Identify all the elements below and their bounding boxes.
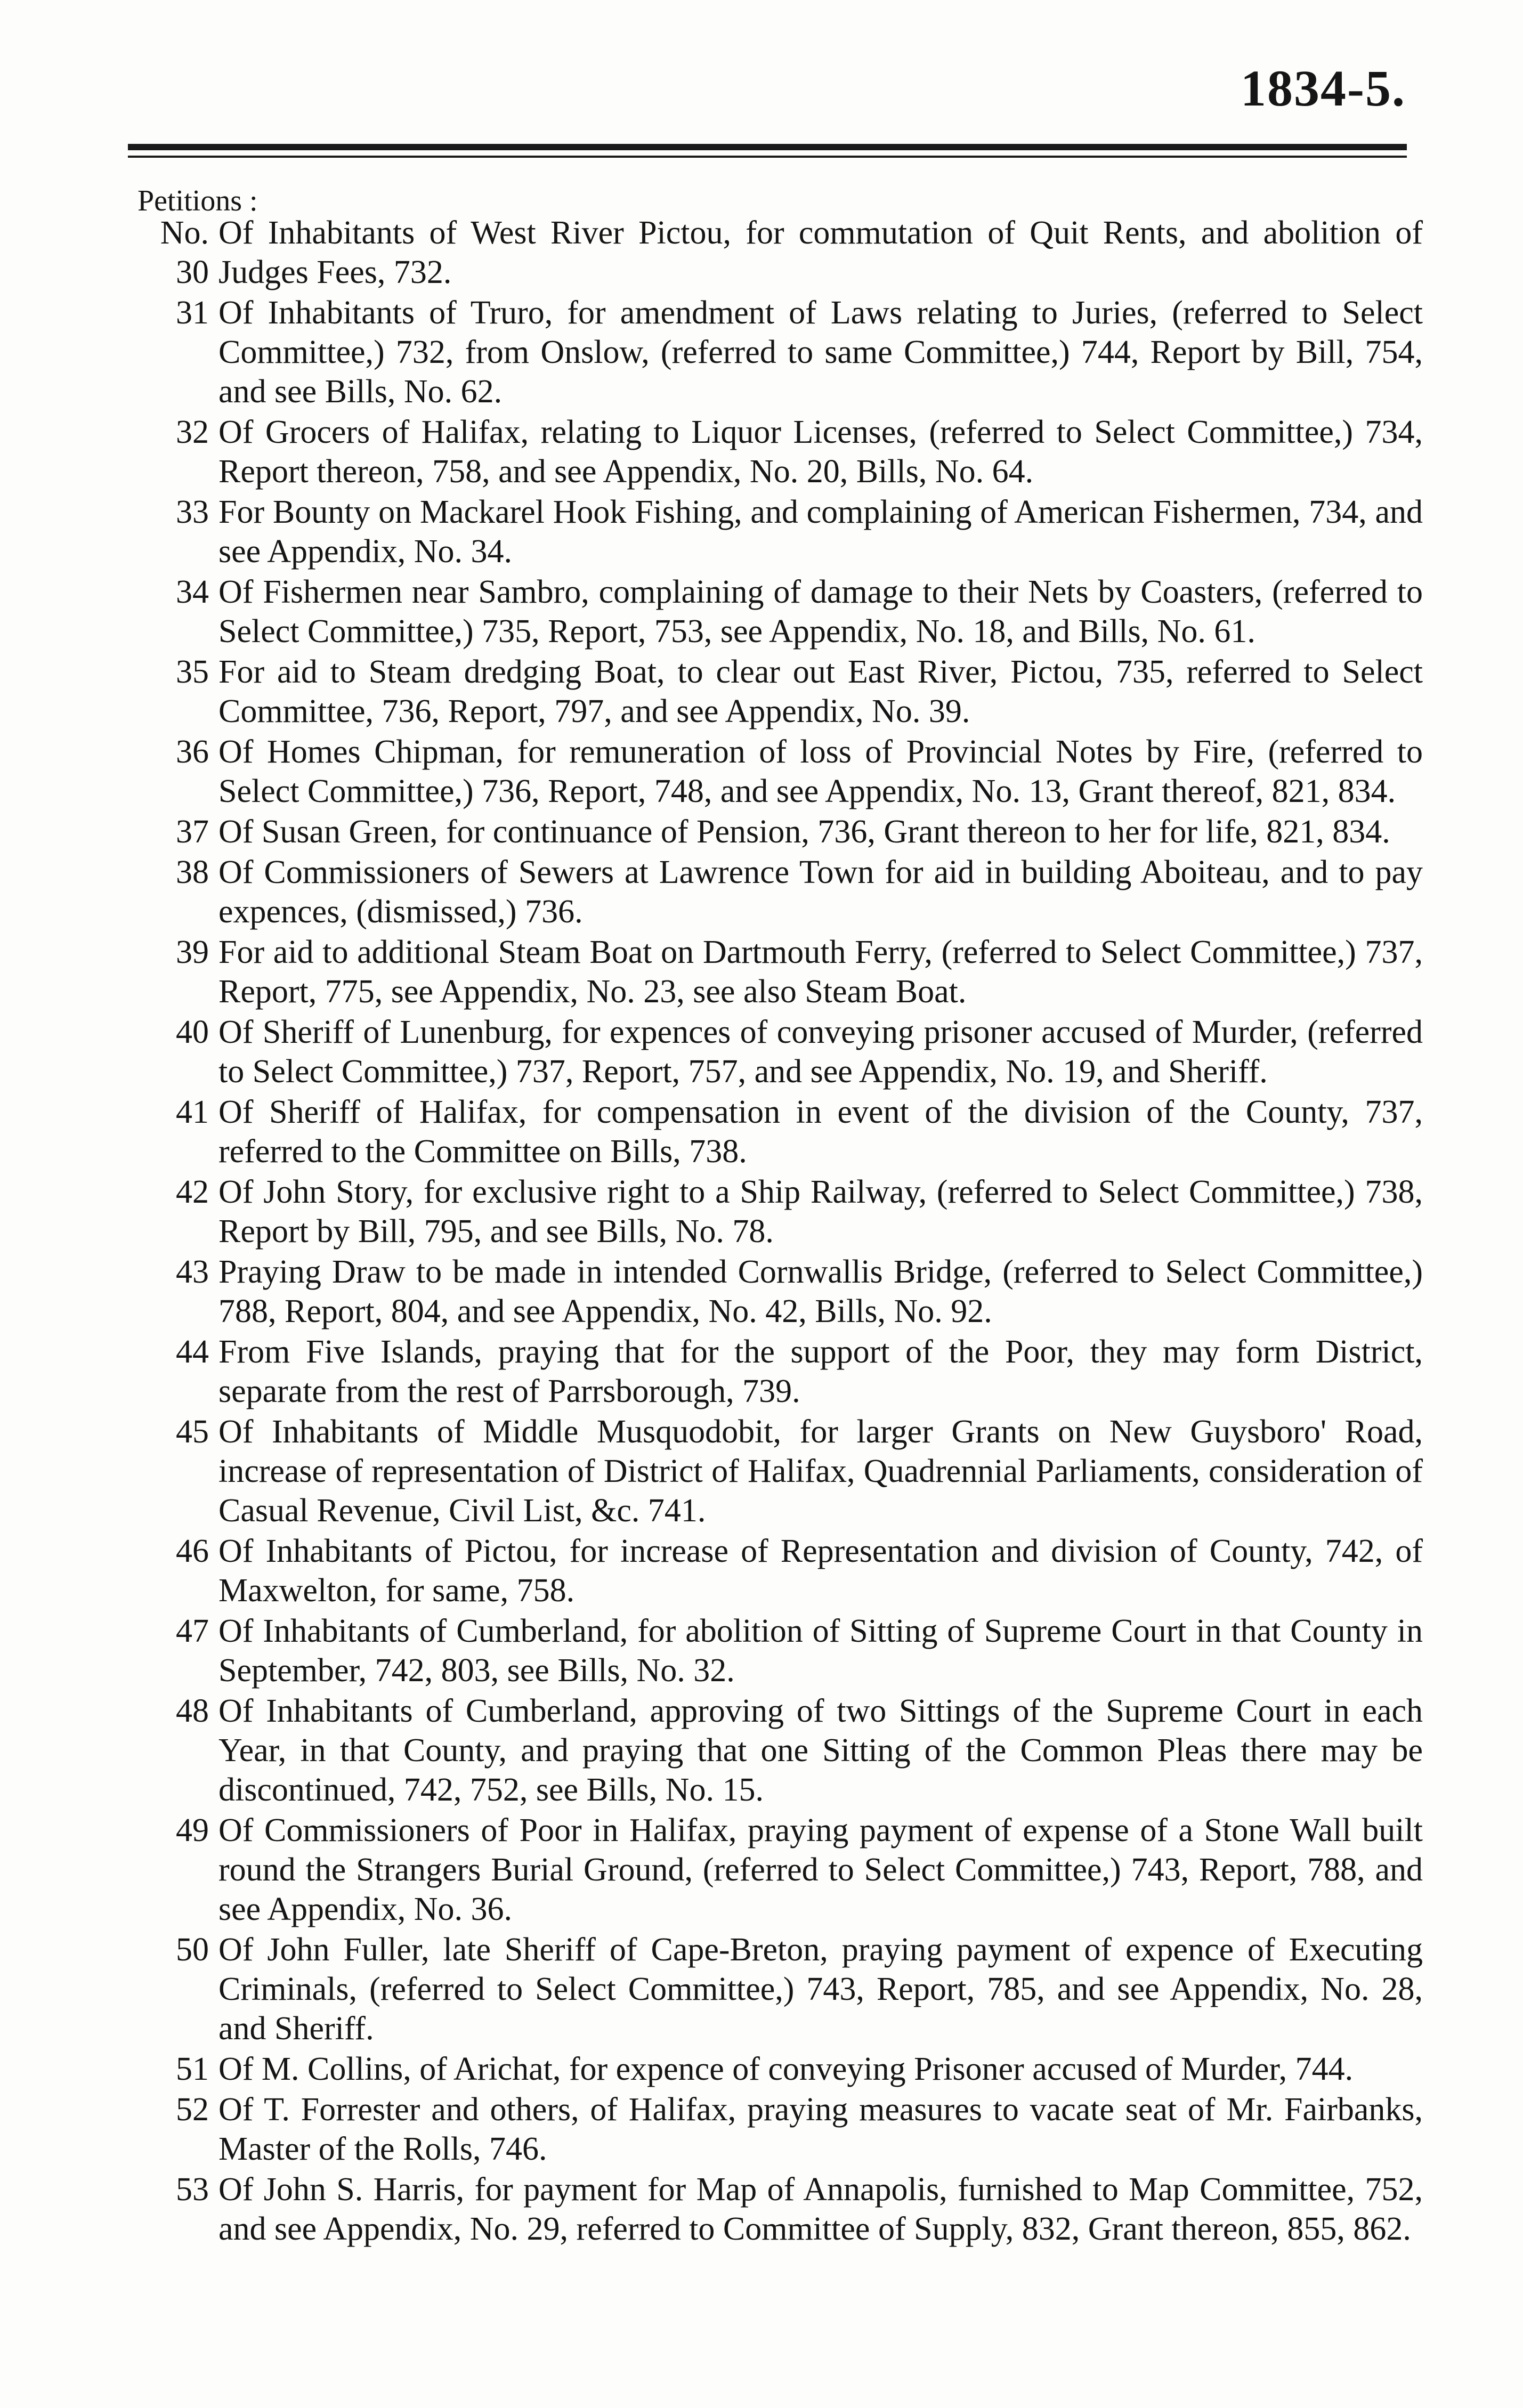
petition-entry	[123, 572, 1423, 651]
petition-text: Of Inhabitants of West River Pictou, for commutation of Quit Rents, and abolition of Judges Fees, 732.	[218, 215, 1423, 290]
petition-text: Of Inhabitants of Cumberland, for abolition of Sitting of Supreme Court in that County in September, 742, 803, see Bills, No. 32.	[218, 1613, 1423, 1689]
petition-entry	[123, 812, 1423, 852]
page-year-header: 1834-5.	[1241, 60, 1406, 117]
petition-entry	[123, 1531, 1423, 1610]
petition-entry	[123, 1611, 1423, 1690]
petition-text: Of John Story, for exclusive right to a Ship Railway, (referred to Select Committee,) 738, Report by Bill, 795, and see Bills, No. 78.	[218, 1174, 1423, 1250]
petition-text: For Bounty on Mackarel Hook Fishing, and complaining of American Fishermen, 734, and see Appendix, No. 34.	[218, 494, 1423, 570]
header-rule-thin	[128, 156, 1407, 158]
petition-text: Of T. Forrester and others, of Halifax, praying measures to vacate seat of Mr. Fairbanks, Master of the Rolls, 746.	[218, 2091, 1423, 2167]
petition-entry	[123, 2090, 1423, 2169]
petition-entry	[123, 1092, 1423, 1171]
petition-text: Of John Fuller, late Sheriff of Cape-Breton, praying payment of expence of Executing Criminals, (referred to Select Committee,) 743, Report, 785, and see Appendix, No. 28, and Sheriff.	[218, 1932, 1423, 2047]
petition-text: Of Fishermen near Sambro, complaining of damage to their Nets by Coasters, (referred to Select Committee,) 735, Report, 753, see Appendix, No. 18, and Bills, No. 61.	[218, 574, 1423, 650]
header-rule-thick	[128, 144, 1407, 150]
petition-number: 32	[176, 414, 209, 450]
petition-text: Of Susan Green, for continuance of Pension, 736, Grant thereon to her for life, 821, 834.	[218, 814, 1390, 850]
petition-text: Praying Draw to be made in intended Cornwallis Bridge, (referred to Select Committee,) 788, Report, 804, and see Appendix, No. 42, Bills, No. 92.	[218, 1254, 1423, 1329]
petition-entry	[123, 1012, 1423, 1091]
petition-number: 41	[176, 1094, 209, 1130]
petition-text: Of Grocers of Halifax, relating to Liquor Licenses, (referred to Select Committee,) 734, Report thereon, 758, and see Appendix, No. 20, Bills, No. 64.	[218, 414, 1423, 490]
petition-text: From Five Islands, praying that for the support of the Poor, they may form District, separate from the rest of Parrsborough, 739.	[218, 1334, 1423, 1409]
petition-entry	[123, 1691, 1423, 1810]
petition-text: Of Sheriff of Halifax, for compensation in event of the division of the County, 737, referred to the Committee on Bills, 738.	[218, 1094, 1423, 1170]
petition-number: 44	[176, 1334, 209, 1370]
petition-number: 38	[176, 854, 209, 890]
petition-number: 36	[176, 734, 209, 770]
section-title: Petitions :	[137, 184, 258, 217]
petition-text: Of Inhabitants of Cumberland, approving of two Sittings of the Supreme Court in each Year, in that County, and praying that one Sitting of the Common Pleas there may be discontinued, 742, 752, see Bills, No. 15.	[218, 1693, 1423, 1808]
petition-text: Of Sheriff of Lunenburg, for expences of conveying prisoner accused of Murder, (referred to Select Committee,) 737, Report, 757, and see Appendix, No. 19, and Sheriff.	[218, 1014, 1423, 1090]
petition-entry	[123, 213, 1423, 292]
petition-number: 42	[176, 1174, 209, 1210]
petition-number: 52	[176, 2091, 209, 2128]
petition-entry	[123, 492, 1423, 571]
petition-number: 33	[176, 494, 209, 530]
petition-entry	[123, 293, 1423, 411]
petition-text: For aid to Steam dredging Boat, to clear out East River, Pictou, 735, referred to Select Committee, 736, Report, 797, and see Appendix, No. 39.	[218, 654, 1423, 729]
petition-text: Of Commissioners of Poor in Halifax, praying payment of expense of a Stone Wall built round the Strangers Burial Ground, (referred to Select Committee,) 743, Report, 788, and see Appendix, No. 36.	[218, 1812, 1423, 1927]
petition-number: 45	[176, 1414, 209, 1450]
petition-text: Of M. Collins, of Arichat, for expence of conveying Prisoner accused of Murder, 744.	[218, 2051, 1354, 2087]
petition-number: 37	[176, 814, 209, 850]
petition-number: 35	[176, 654, 209, 690]
petition-number: 53	[176, 2171, 209, 2208]
petition-number: 40	[176, 1014, 209, 1050]
petition-number: 50	[176, 1932, 209, 1968]
petition-text: Of Inhabitants of Truro, for amendment of Laws relating to Juries, (referred to Select Committee,) 732, from Onslow, (referred to same Committee,) 744, Report by Bill, 754, and see Bills, No. 62.	[218, 295, 1423, 410]
petition-number: 49	[176, 1812, 209, 1848]
petition-text: Of Commissioners of Sewers at Lawrence Town for aid in building Aboiteau, and to pay expences, (dismissed,) 736.	[218, 854, 1423, 930]
petition-entry	[123, 1332, 1423, 1411]
petition-text: Of Homes Chipman, for remuneration of loss of Provincial Notes by Fire, (referred to Select Committee,) 736, Report, 748, and see Appendix, No. 13, Grant thereof, 821, 834.	[218, 734, 1423, 809]
petition-number: 51	[176, 2051, 209, 2087]
petition-number: 43	[176, 1254, 209, 1290]
petition-number: 48	[176, 1693, 209, 1729]
petition-entry	[123, 933, 1423, 1011]
petition-number: 31	[176, 295, 209, 331]
petition-entry	[123, 1930, 1423, 2048]
petition-entry	[123, 2170, 1423, 2249]
petition-number: No. 30	[160, 215, 209, 290]
petition-number: 47	[176, 1613, 209, 1649]
petition-entry	[123, 1412, 1423, 1530]
petition-text: Of Inhabitants of Middle Musquodobit, for larger Grants on New Guysboro' Road, increase of representation of District of Halifax, Quadrennial Parliaments, consideration of Casual Revenue, Civil List, &c. 741.	[218, 1414, 1423, 1529]
petition-entry	[123, 1172, 1423, 1251]
petition-entry	[123, 1252, 1423, 1331]
petition-text: Of Inhabitants of Pictou, for increase of Representation and division of County, 742, of Maxwelton, for same, 758.	[218, 1533, 1423, 1609]
petition-text: For aid to additional Steam Boat on Dartmouth Ferry, (referred to Select Committee,) 737, Report, 775, see Appendix, No. 23, see also Steam Boat.	[218, 934, 1423, 1010]
petition-number: 34	[176, 574, 209, 610]
petition-entry	[123, 652, 1423, 731]
petition-list	[123, 213, 1423, 2250]
petition-number: 46	[176, 1533, 209, 1569]
petition-entry	[123, 412, 1423, 491]
petition-text: Of John S. Harris, for payment for Map of Annapolis, furnished to Map Committee, 752, and see Appendix, No. 29, referred to Committee of Supply, 832, Grant thereon, 855, 862.	[218, 2171, 1423, 2247]
petition-entry	[123, 732, 1423, 811]
petition-number: 39	[176, 934, 209, 970]
petition-entry	[123, 853, 1423, 931]
petition-entry	[123, 2049, 1423, 2089]
petition-entry	[123, 1811, 1423, 1929]
